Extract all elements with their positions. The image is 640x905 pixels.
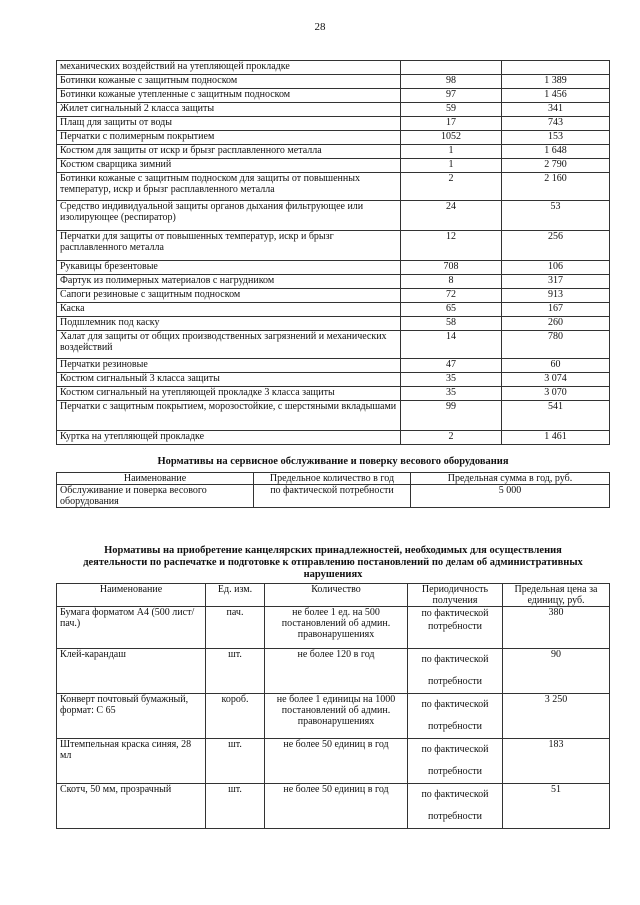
page-number: 28 (314, 21, 326, 33)
equipment-price: 2 160 (502, 173, 610, 201)
equipment-qty: 24 (401, 201, 502, 231)
equipment-qty: 47 (401, 359, 502, 373)
equipment-price: 780 (502, 331, 610, 359)
equipment-qty: 1052 (401, 131, 502, 145)
stationery-price: 380 (503, 607, 610, 649)
stationery-header-unit: Ед. изм. (206, 584, 265, 607)
equipment-qty: 35 (401, 387, 502, 401)
equipment-price: 1 648 (502, 145, 610, 159)
stationery-header-qty: Количество (265, 584, 408, 607)
equipment-price: 60 (502, 359, 610, 373)
equipment-name: Перчатки с полимерным покрытием (57, 131, 401, 145)
stationery-period: по фактической потребности (408, 739, 503, 784)
equipment-price: 743 (502, 117, 610, 131)
equipment-name: Средство индивидуальной защиты органов дыхания фильтрующее или изолирующее (респиратор) (57, 201, 401, 231)
service-row-qty: по фактической потребности (254, 485, 411, 508)
stationery-name: Бумага форматом А4 (500 лист/пач.) (57, 607, 206, 649)
equipment-price: 153 (502, 131, 610, 145)
service-table (56, 472, 610, 508)
equipment-qty: 99 (401, 401, 502, 431)
stationery-qty: не более 120 в год (265, 649, 408, 694)
stationery-header-row (57, 584, 610, 607)
equipment-price: 1 456 (502, 89, 610, 103)
stationery-period: по фактической потребности (408, 694, 503, 739)
equipment-qty: 2 (401, 431, 502, 445)
equipment-name: Подшлемник под каску (57, 317, 401, 331)
equipment-price: 1 389 (502, 75, 610, 89)
equipment-row (57, 331, 610, 359)
equipment-name: Костюм сигнальный 3 класса защиты (57, 373, 401, 387)
stationery-price: 51 (503, 784, 610, 829)
stationery-price: 3 250 (503, 694, 610, 739)
equipment-row (57, 317, 610, 331)
equipment-price: 3 070 (502, 387, 610, 401)
equipment-qty: 17 (401, 117, 502, 131)
equipment-qty: 65 (401, 303, 502, 317)
equipment-price: 341 (502, 103, 610, 117)
equipment-price: 106 (502, 261, 610, 275)
equipment-price: 53 (502, 201, 610, 231)
service-row-name: Обслуживание и поверка весового оборудования (57, 485, 254, 508)
equipment-name: Перчатки для защиты от повышенных температур, искр и брызг расплавленного металла (57, 231, 401, 261)
stationery-period: по фактической потребности (408, 607, 503, 649)
service-header-qty: Предельное количество в год (254, 473, 411, 485)
equipment-qty: 59 (401, 103, 502, 117)
equipment-name: Жилет сигнальный 2 класса защиты (57, 103, 401, 117)
equipment-row (57, 275, 610, 289)
equipment-name: Перчатки резиновые (57, 359, 401, 373)
stationery-section-title: Нормативы на приобретение канцелярских принадлежностей, необходимых для осуществления деятельности по распечатке и подготовке к отправлению постановлений по делам об административных нарушениях (83, 545, 583, 580)
equipment-row (57, 359, 610, 373)
equipment-qty: 12 (401, 231, 502, 261)
equipment-qty: 8 (401, 275, 502, 289)
stationery-qty: не более 50 единиц в год (265, 739, 408, 784)
equipment-price: 2 790 (502, 159, 610, 173)
equipment-name: Костюм сварщика зимний (57, 159, 401, 173)
equipment-name: Перчатки с защитным покрытием, морозостойкие, с шерстяными вкладышами (57, 401, 401, 431)
equipment-qty: 98 (401, 75, 502, 89)
stationery-name: Штемпельная краска синяя, 28 мл (57, 739, 206, 784)
stationery-unit: короб. (206, 694, 265, 739)
stationery-row (57, 694, 610, 739)
service-header-row (57, 473, 610, 485)
equipment-qty: 35 (401, 373, 502, 387)
equipment-name: Халат для защиты от общих производственных загрязнений и механических воздействий (57, 331, 401, 359)
equipment-name: Рукавицы брезентовые (57, 261, 401, 275)
stationery-period: по фактической потребности (408, 649, 503, 694)
equipment-name: Ботинки кожаные с защитным подноском для защиты от повышенных температур, искр и брызг расплавленного металла (57, 173, 401, 201)
equipment-name: Каска (57, 303, 401, 317)
service-row (57, 485, 610, 508)
stationery-header-name: Наименование (57, 584, 206, 607)
stationery-row (57, 739, 610, 784)
equipment-qty: 1 (401, 145, 502, 159)
equipment-qty: 72 (401, 289, 502, 303)
stationery-unit: шт. (206, 784, 265, 829)
equipment-row (57, 159, 610, 173)
equipment-name: Сапоги резиновые с защитным подноском (57, 289, 401, 303)
service-section-title: Нормативы на сервисное обслуживание и поверку весового оборудования (157, 456, 509, 467)
service-header-sum: Предельная сумма в год, руб. (411, 473, 610, 485)
stationery-row (57, 784, 610, 829)
equipment-name: Ботинки кожаные утепленные с защитным подноском (57, 89, 401, 103)
equipment-qty: 97 (401, 89, 502, 103)
equipment-price: 260 (502, 317, 610, 331)
stationery-header-price: Предельная цена за единицу, руб. (503, 584, 610, 607)
stationery-qty: не более 1 единицы на 1000 постановлений об админ. правонарушениях (265, 694, 408, 739)
equipment-row (57, 373, 610, 387)
service-row-sum: 5 000 (411, 485, 610, 508)
equipment-price: 256 (502, 231, 610, 261)
equipment-price (502, 61, 610, 75)
equipment-row (57, 173, 610, 201)
equipment-row (57, 261, 610, 275)
equipment-qty: 1 (401, 159, 502, 173)
stationery-unit: пач. (206, 607, 265, 649)
stationery-qty: не более 50 единиц в год (265, 784, 408, 829)
equipment-table (56, 60, 610, 445)
equipment-row (57, 289, 610, 303)
stationery-row (57, 607, 610, 649)
equipment-row (57, 117, 610, 131)
stationery-header-period: Периодичность получения (408, 584, 503, 607)
equipment-price: 317 (502, 275, 610, 289)
equipment-qty: 708 (401, 261, 502, 275)
service-header-name: Наименование (57, 473, 254, 485)
stationery-name: Конверт почтовый бумажный, формат: С 65 (57, 694, 206, 739)
equipment-name: механических воздействий на утепляющей прокладке (57, 61, 401, 75)
equipment-price: 913 (502, 289, 610, 303)
equipment-row (57, 387, 610, 401)
equipment-qty: 2 (401, 173, 502, 201)
stationery-price: 90 (503, 649, 610, 694)
equipment-name: Костюм для защиты от искр и брызг расплавленного металла (57, 145, 401, 159)
equipment-price: 167 (502, 303, 610, 317)
stationery-period: по фактической потребности (408, 784, 503, 829)
equipment-qty: 58 (401, 317, 502, 331)
equipment-price: 1 461 (502, 431, 610, 445)
equipment-row (57, 431, 610, 445)
stationery-name: Скотч, 50 мм, прозрачный (57, 784, 206, 829)
equipment-name: Плащ для защиты от воды (57, 117, 401, 131)
equipment-qty: 14 (401, 331, 502, 359)
equipment-price: 3 074 (502, 373, 610, 387)
equipment-row (57, 201, 610, 231)
stationery-name: Клей-карандаш (57, 649, 206, 694)
equipment-row (57, 401, 610, 431)
stationery-table (56, 583, 610, 829)
equipment-name: Куртка на утепляющей прокладке (57, 431, 401, 445)
equipment-row (57, 75, 610, 89)
equipment-name: Фартук из полимерных материалов с нагрудником (57, 275, 401, 289)
equipment-row (57, 89, 610, 103)
stationery-unit: шт. (206, 739, 265, 784)
equipment-price: 541 (502, 401, 610, 431)
equipment-row (57, 131, 610, 145)
equipment-name: Ботинки кожаные с защитным подноском (57, 75, 401, 89)
equipment-row (57, 61, 610, 75)
equipment-name: Костюм сигнальный на утепляющей прокладке 3 класса защиты (57, 387, 401, 401)
equipment-row (57, 103, 610, 117)
stationery-qty: не более 1 ед. на 500 постановлений об админ. правонарушениях (265, 607, 408, 649)
stationery-price: 183 (503, 739, 610, 784)
stationery-row (57, 649, 610, 694)
stationery-unit: шт. (206, 649, 265, 694)
equipment-row (57, 145, 610, 159)
equipment-qty (401, 61, 502, 75)
equipment-row (57, 303, 610, 317)
equipment-row (57, 231, 610, 261)
